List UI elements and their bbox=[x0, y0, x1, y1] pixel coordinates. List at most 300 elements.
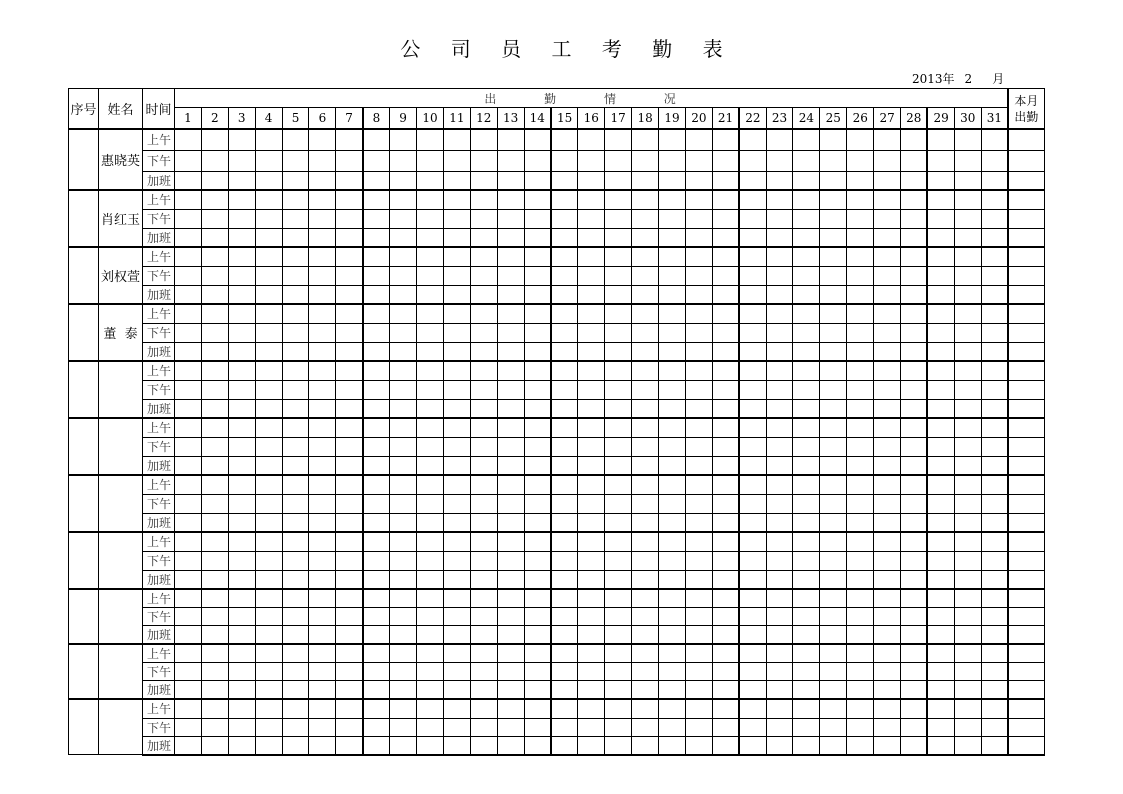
attendance-cell[interactable] bbox=[820, 266, 847, 285]
attendance-cell[interactable] bbox=[685, 361, 712, 380]
attendance-cell[interactable] bbox=[578, 150, 605, 171]
attendance-cell[interactable] bbox=[766, 456, 793, 475]
attendance-cell[interactable] bbox=[255, 228, 282, 247]
attendance-cell[interactable] bbox=[228, 228, 255, 247]
attendance-cell[interactable] bbox=[175, 608, 202, 626]
attendance-cell[interactable] bbox=[228, 608, 255, 626]
employee-name-cell[interactable]: 刘权萱 bbox=[99, 247, 143, 304]
monthly-total-cell[interactable] bbox=[1008, 570, 1044, 589]
attendance-cell[interactable] bbox=[766, 570, 793, 589]
attendance-cell[interactable] bbox=[201, 399, 228, 418]
attendance-cell[interactable] bbox=[282, 323, 309, 342]
monthly-total-cell[interactable] bbox=[1008, 228, 1044, 247]
monthly-total-cell[interactable] bbox=[1008, 736, 1044, 755]
attendance-cell[interactable] bbox=[793, 342, 820, 361]
attendance-cell[interactable] bbox=[605, 570, 632, 589]
attendance-cell[interactable] bbox=[632, 494, 659, 513]
employee-seq-cell[interactable] bbox=[69, 129, 99, 190]
attendance-cell[interactable] bbox=[685, 150, 712, 171]
attendance-cell[interactable] bbox=[524, 171, 551, 190]
attendance-cell[interactable] bbox=[659, 209, 686, 228]
attendance-cell[interactable] bbox=[605, 494, 632, 513]
attendance-cell[interactable] bbox=[201, 342, 228, 361]
attendance-cell[interactable] bbox=[201, 437, 228, 456]
attendance-cell[interactable] bbox=[632, 361, 659, 380]
attendance-cell[interactable] bbox=[605, 551, 632, 570]
attendance-cell[interactable] bbox=[901, 570, 928, 589]
attendance-cell[interactable] bbox=[390, 361, 417, 380]
attendance-cell[interactable] bbox=[954, 190, 981, 209]
attendance-cell[interactable] bbox=[685, 247, 712, 266]
attendance-cell[interactable] bbox=[981, 475, 1008, 494]
attendance-cell[interactable] bbox=[443, 190, 470, 209]
attendance-cell[interactable] bbox=[685, 456, 712, 475]
attendance-cell[interactable] bbox=[954, 171, 981, 190]
attendance-cell[interactable] bbox=[578, 644, 605, 663]
attendance-cell[interactable] bbox=[659, 190, 686, 209]
attendance-cell[interactable] bbox=[766, 399, 793, 418]
monthly-total-cell[interactable] bbox=[1008, 494, 1044, 513]
attendance-cell[interactable] bbox=[336, 190, 363, 209]
attendance-cell[interactable] bbox=[820, 494, 847, 513]
attendance-cell[interactable] bbox=[497, 532, 524, 551]
attendance-cell[interactable] bbox=[336, 589, 363, 608]
attendance-cell[interactable] bbox=[793, 304, 820, 323]
attendance-cell[interactable] bbox=[793, 608, 820, 626]
attendance-cell[interactable] bbox=[605, 129, 632, 150]
attendance-cell[interactable] bbox=[470, 608, 497, 626]
attendance-cell[interactable] bbox=[874, 608, 901, 626]
attendance-cell[interactable] bbox=[632, 736, 659, 755]
attendance-cell[interactable] bbox=[336, 736, 363, 755]
attendance-cell[interactable] bbox=[954, 513, 981, 532]
attendance-cell[interactable] bbox=[659, 342, 686, 361]
attendance-cell[interactable] bbox=[766, 361, 793, 380]
attendance-cell[interactable] bbox=[470, 418, 497, 437]
attendance-cell[interactable] bbox=[228, 626, 255, 645]
attendance-cell[interactable] bbox=[443, 209, 470, 228]
attendance-cell[interactable] bbox=[336, 418, 363, 437]
attendance-cell[interactable] bbox=[685, 342, 712, 361]
attendance-cell[interactable] bbox=[524, 266, 551, 285]
attendance-cell[interactable] bbox=[551, 247, 578, 266]
attendance-cell[interactable] bbox=[417, 209, 444, 228]
attendance-cell[interactable] bbox=[417, 150, 444, 171]
attendance-cell[interactable] bbox=[497, 570, 524, 589]
attendance-cell[interactable] bbox=[927, 681, 954, 700]
attendance-cell[interactable] bbox=[847, 342, 874, 361]
attendance-cell[interactable] bbox=[901, 718, 928, 736]
attendance-cell[interactable] bbox=[470, 626, 497, 645]
attendance-cell[interactable] bbox=[417, 570, 444, 589]
attendance-cell[interactable] bbox=[739, 171, 766, 190]
attendance-cell[interactable] bbox=[712, 570, 739, 589]
attendance-cell[interactable] bbox=[712, 285, 739, 304]
attendance-cell[interactable] bbox=[981, 718, 1008, 736]
attendance-cell[interactable] bbox=[228, 150, 255, 171]
attendance-cell[interactable] bbox=[820, 513, 847, 532]
attendance-cell[interactable] bbox=[927, 342, 954, 361]
attendance-cell[interactable] bbox=[901, 475, 928, 494]
attendance-cell[interactable] bbox=[390, 228, 417, 247]
attendance-cell[interactable] bbox=[470, 171, 497, 190]
attendance-cell[interactable] bbox=[201, 171, 228, 190]
employee-seq-cell[interactable] bbox=[69, 475, 99, 532]
attendance-cell[interactable] bbox=[847, 589, 874, 608]
attendance-cell[interactable] bbox=[981, 570, 1008, 589]
attendance-cell[interactable] bbox=[309, 150, 336, 171]
attendance-cell[interactable] bbox=[874, 380, 901, 399]
attendance-cell[interactable] bbox=[551, 608, 578, 626]
attendance-cell[interactable] bbox=[309, 681, 336, 700]
attendance-cell[interactable] bbox=[336, 247, 363, 266]
attendance-cell[interactable] bbox=[228, 266, 255, 285]
attendance-cell[interactable] bbox=[605, 171, 632, 190]
attendance-cell[interactable] bbox=[793, 129, 820, 150]
attendance-cell[interactable] bbox=[605, 456, 632, 475]
attendance-cell[interactable] bbox=[443, 589, 470, 608]
attendance-cell[interactable] bbox=[363, 681, 390, 700]
employee-seq-cell[interactable] bbox=[69, 644, 99, 699]
attendance-cell[interactable] bbox=[497, 608, 524, 626]
attendance-cell[interactable] bbox=[336, 456, 363, 475]
attendance-cell[interactable] bbox=[659, 475, 686, 494]
attendance-cell[interactable] bbox=[712, 418, 739, 437]
attendance-cell[interactable] bbox=[739, 532, 766, 551]
attendance-cell[interactable] bbox=[632, 266, 659, 285]
attendance-cell[interactable] bbox=[175, 475, 202, 494]
attendance-cell[interactable] bbox=[685, 626, 712, 645]
attendance-cell[interactable] bbox=[954, 304, 981, 323]
attendance-cell[interactable] bbox=[417, 190, 444, 209]
attendance-cell[interactable] bbox=[228, 304, 255, 323]
attendance-cell[interactable] bbox=[578, 589, 605, 608]
attendance-cell[interactable] bbox=[739, 190, 766, 209]
attendance-cell[interactable] bbox=[632, 323, 659, 342]
attendance-cell[interactable] bbox=[363, 589, 390, 608]
attendance-cell[interactable] bbox=[685, 323, 712, 342]
attendance-cell[interactable] bbox=[981, 171, 1008, 190]
attendance-cell[interactable] bbox=[847, 209, 874, 228]
attendance-cell[interactable] bbox=[847, 532, 874, 551]
attendance-cell[interactable] bbox=[578, 736, 605, 755]
attendance-cell[interactable] bbox=[443, 266, 470, 285]
attendance-cell[interactable] bbox=[632, 570, 659, 589]
attendance-cell[interactable] bbox=[201, 247, 228, 266]
attendance-cell[interactable] bbox=[255, 399, 282, 418]
attendance-cell[interactable] bbox=[766, 380, 793, 399]
attendance-cell[interactable] bbox=[175, 266, 202, 285]
attendance-cell[interactable] bbox=[659, 532, 686, 551]
attendance-cell[interactable] bbox=[524, 247, 551, 266]
attendance-cell[interactable] bbox=[927, 456, 954, 475]
attendance-cell[interactable] bbox=[981, 129, 1008, 150]
attendance-cell[interactable] bbox=[954, 399, 981, 418]
attendance-cell[interactable] bbox=[443, 361, 470, 380]
attendance-cell[interactable] bbox=[470, 570, 497, 589]
monthly-total-cell[interactable] bbox=[1008, 380, 1044, 399]
attendance-cell[interactable] bbox=[874, 589, 901, 608]
attendance-cell[interactable] bbox=[874, 736, 901, 755]
attendance-cell[interactable] bbox=[336, 361, 363, 380]
attendance-cell[interactable] bbox=[578, 494, 605, 513]
attendance-cell[interactable] bbox=[766, 494, 793, 513]
attendance-cell[interactable] bbox=[954, 626, 981, 645]
attendance-cell[interactable] bbox=[201, 699, 228, 718]
attendance-cell[interactable] bbox=[282, 644, 309, 663]
attendance-cell[interactable] bbox=[282, 209, 309, 228]
monthly-total-cell[interactable] bbox=[1008, 399, 1044, 418]
attendance-cell[interactable] bbox=[417, 437, 444, 456]
attendance-cell[interactable] bbox=[336, 532, 363, 551]
attendance-cell[interactable] bbox=[981, 228, 1008, 247]
attendance-cell[interactable] bbox=[712, 718, 739, 736]
attendance-cell[interactable] bbox=[793, 171, 820, 190]
attendance-cell[interactable] bbox=[820, 608, 847, 626]
attendance-cell[interactable] bbox=[632, 551, 659, 570]
attendance-cell[interactable] bbox=[551, 342, 578, 361]
attendance-cell[interactable] bbox=[551, 532, 578, 551]
attendance-cell[interactable] bbox=[551, 736, 578, 755]
monthly-total-cell[interactable] bbox=[1008, 247, 1044, 266]
employee-seq-cell[interactable] bbox=[69, 304, 99, 361]
attendance-cell[interactable] bbox=[659, 681, 686, 700]
attendance-cell[interactable] bbox=[363, 247, 390, 266]
attendance-cell[interactable] bbox=[712, 437, 739, 456]
attendance-cell[interactable] bbox=[659, 551, 686, 570]
employee-name-cell[interactable] bbox=[99, 418, 143, 475]
attendance-cell[interactable] bbox=[766, 150, 793, 171]
attendance-cell[interactable] bbox=[632, 304, 659, 323]
attendance-cell[interactable] bbox=[712, 736, 739, 755]
attendance-cell[interactable] bbox=[201, 266, 228, 285]
attendance-cell[interactable] bbox=[443, 608, 470, 626]
attendance-cell[interactable] bbox=[578, 399, 605, 418]
attendance-cell[interactable] bbox=[820, 475, 847, 494]
attendance-cell[interactable] bbox=[981, 285, 1008, 304]
attendance-cell[interactable] bbox=[685, 736, 712, 755]
attendance-cell[interactable] bbox=[712, 323, 739, 342]
attendance-cell[interactable] bbox=[470, 718, 497, 736]
attendance-cell[interactable] bbox=[309, 418, 336, 437]
attendance-cell[interactable] bbox=[524, 380, 551, 399]
attendance-cell[interactable] bbox=[954, 418, 981, 437]
attendance-cell[interactable] bbox=[820, 699, 847, 718]
attendance-cell[interactable] bbox=[793, 228, 820, 247]
attendance-cell[interactable] bbox=[901, 380, 928, 399]
attendance-cell[interactable] bbox=[901, 644, 928, 663]
attendance-cell[interactable] bbox=[282, 380, 309, 399]
attendance-cell[interactable] bbox=[847, 475, 874, 494]
attendance-cell[interactable] bbox=[820, 129, 847, 150]
attendance-cell[interactable] bbox=[497, 247, 524, 266]
attendance-cell[interactable] bbox=[309, 399, 336, 418]
attendance-cell[interactable] bbox=[901, 532, 928, 551]
attendance-cell[interactable] bbox=[175, 681, 202, 700]
attendance-cell[interactable] bbox=[551, 399, 578, 418]
attendance-cell[interactable] bbox=[659, 171, 686, 190]
attendance-cell[interactable] bbox=[605, 644, 632, 663]
attendance-cell[interactable] bbox=[228, 209, 255, 228]
attendance-cell[interactable] bbox=[417, 551, 444, 570]
attendance-cell[interactable] bbox=[739, 247, 766, 266]
attendance-cell[interactable] bbox=[578, 228, 605, 247]
attendance-cell[interactable] bbox=[336, 342, 363, 361]
attendance-cell[interactable] bbox=[309, 532, 336, 551]
attendance-cell[interactable] bbox=[470, 494, 497, 513]
attendance-cell[interactable] bbox=[309, 494, 336, 513]
attendance-cell[interactable] bbox=[605, 513, 632, 532]
attendance-cell[interactable] bbox=[712, 228, 739, 247]
attendance-cell[interactable] bbox=[874, 228, 901, 247]
attendance-cell[interactable] bbox=[847, 437, 874, 456]
attendance-cell[interactable] bbox=[874, 323, 901, 342]
attendance-cell[interactable] bbox=[524, 663, 551, 681]
attendance-cell[interactable] bbox=[632, 475, 659, 494]
attendance-cell[interactable] bbox=[390, 589, 417, 608]
attendance-cell[interactable] bbox=[847, 285, 874, 304]
attendance-cell[interactable] bbox=[417, 736, 444, 755]
monthly-total-cell[interactable] bbox=[1008, 304, 1044, 323]
attendance-cell[interactable] bbox=[766, 589, 793, 608]
attendance-cell[interactable] bbox=[443, 570, 470, 589]
attendance-cell[interactable] bbox=[175, 644, 202, 663]
attendance-cell[interactable] bbox=[981, 380, 1008, 399]
attendance-cell[interactable] bbox=[659, 247, 686, 266]
attendance-cell[interactable] bbox=[390, 399, 417, 418]
attendance-cell[interactable] bbox=[874, 513, 901, 532]
attendance-cell[interactable] bbox=[336, 304, 363, 323]
attendance-cell[interactable] bbox=[739, 266, 766, 285]
attendance-cell[interactable] bbox=[228, 736, 255, 755]
attendance-cell[interactable] bbox=[255, 681, 282, 700]
attendance-cell[interactable] bbox=[309, 608, 336, 626]
attendance-cell[interactable] bbox=[309, 589, 336, 608]
attendance-cell[interactable] bbox=[712, 171, 739, 190]
attendance-cell[interactable] bbox=[847, 171, 874, 190]
attendance-cell[interactable] bbox=[390, 190, 417, 209]
attendance-cell[interactable] bbox=[282, 247, 309, 266]
attendance-cell[interactable] bbox=[228, 361, 255, 380]
attendance-cell[interactable] bbox=[901, 266, 928, 285]
attendance-cell[interactable] bbox=[901, 418, 928, 437]
attendance-cell[interactable] bbox=[524, 532, 551, 551]
attendance-cell[interactable] bbox=[175, 663, 202, 681]
attendance-cell[interactable] bbox=[739, 437, 766, 456]
attendance-cell[interactable] bbox=[901, 736, 928, 755]
attendance-cell[interactable] bbox=[954, 150, 981, 171]
attendance-cell[interactable] bbox=[685, 475, 712, 494]
attendance-cell[interactable] bbox=[739, 456, 766, 475]
attendance-cell[interactable] bbox=[443, 437, 470, 456]
attendance-cell[interactable] bbox=[390, 380, 417, 399]
attendance-cell[interactable] bbox=[847, 644, 874, 663]
attendance-cell[interactable] bbox=[874, 663, 901, 681]
attendance-cell[interactable] bbox=[228, 718, 255, 736]
attendance-cell[interactable] bbox=[497, 589, 524, 608]
attendance-cell[interactable] bbox=[524, 129, 551, 150]
attendance-cell[interactable] bbox=[390, 323, 417, 342]
attendance-cell[interactable] bbox=[309, 475, 336, 494]
attendance-cell[interactable] bbox=[175, 361, 202, 380]
attendance-cell[interactable] bbox=[497, 171, 524, 190]
attendance-cell[interactable] bbox=[739, 608, 766, 626]
attendance-cell[interactable] bbox=[820, 644, 847, 663]
attendance-cell[interactable] bbox=[255, 513, 282, 532]
attendance-cell[interactable] bbox=[497, 718, 524, 736]
attendance-cell[interactable] bbox=[927, 150, 954, 171]
attendance-cell[interactable] bbox=[847, 266, 874, 285]
attendance-cell[interactable] bbox=[847, 513, 874, 532]
attendance-cell[interactable] bbox=[417, 399, 444, 418]
attendance-cell[interactable] bbox=[578, 699, 605, 718]
attendance-cell[interactable] bbox=[927, 209, 954, 228]
attendance-cell[interactable] bbox=[954, 718, 981, 736]
monthly-total-cell[interactable] bbox=[1008, 475, 1044, 494]
attendance-cell[interactable] bbox=[739, 150, 766, 171]
attendance-cell[interactable] bbox=[417, 589, 444, 608]
attendance-cell[interactable] bbox=[363, 663, 390, 681]
attendance-cell[interactable] bbox=[659, 570, 686, 589]
attendance-cell[interactable] bbox=[685, 589, 712, 608]
attendance-cell[interactable] bbox=[390, 608, 417, 626]
attendance-cell[interactable] bbox=[766, 342, 793, 361]
attendance-cell[interactable] bbox=[793, 399, 820, 418]
attendance-cell[interactable] bbox=[255, 699, 282, 718]
attendance-cell[interactable] bbox=[363, 699, 390, 718]
attendance-cell[interactable] bbox=[282, 736, 309, 755]
attendance-cell[interactable] bbox=[390, 736, 417, 755]
attendance-cell[interactable] bbox=[820, 437, 847, 456]
attendance-cell[interactable] bbox=[954, 228, 981, 247]
attendance-cell[interactable] bbox=[282, 190, 309, 209]
employee-seq-cell[interactable] bbox=[69, 361, 99, 418]
attendance-cell[interactable] bbox=[739, 736, 766, 755]
attendance-cell[interactable] bbox=[470, 190, 497, 209]
attendance-cell[interactable] bbox=[309, 266, 336, 285]
attendance-cell[interactable] bbox=[255, 551, 282, 570]
attendance-cell[interactable] bbox=[712, 380, 739, 399]
attendance-cell[interactable] bbox=[336, 699, 363, 718]
attendance-cell[interactable] bbox=[685, 380, 712, 399]
attendance-cell[interactable] bbox=[659, 663, 686, 681]
employee-name-cell[interactable] bbox=[99, 532, 143, 589]
attendance-cell[interactable] bbox=[470, 228, 497, 247]
attendance-cell[interactable] bbox=[578, 209, 605, 228]
attendance-cell[interactable] bbox=[470, 589, 497, 608]
attendance-cell[interactable] bbox=[793, 456, 820, 475]
attendance-cell[interactable] bbox=[739, 380, 766, 399]
attendance-cell[interactable] bbox=[739, 626, 766, 645]
monthly-total-cell[interactable] bbox=[1008, 418, 1044, 437]
attendance-cell[interactable] bbox=[739, 418, 766, 437]
attendance-cell[interactable] bbox=[901, 399, 928, 418]
attendance-cell[interactable] bbox=[659, 266, 686, 285]
attendance-cell[interactable] bbox=[201, 663, 228, 681]
attendance-cell[interactable] bbox=[659, 736, 686, 755]
attendance-cell[interactable] bbox=[578, 532, 605, 551]
attendance-cell[interactable] bbox=[578, 437, 605, 456]
attendance-cell[interactable] bbox=[739, 342, 766, 361]
attendance-cell[interactable] bbox=[766, 418, 793, 437]
attendance-cell[interactable] bbox=[443, 736, 470, 755]
attendance-cell[interactable] bbox=[443, 129, 470, 150]
attendance-cell[interactable] bbox=[712, 342, 739, 361]
attendance-cell[interactable] bbox=[632, 532, 659, 551]
attendance-cell[interactable] bbox=[282, 608, 309, 626]
attendance-cell[interactable] bbox=[874, 171, 901, 190]
attendance-cell[interactable] bbox=[981, 266, 1008, 285]
